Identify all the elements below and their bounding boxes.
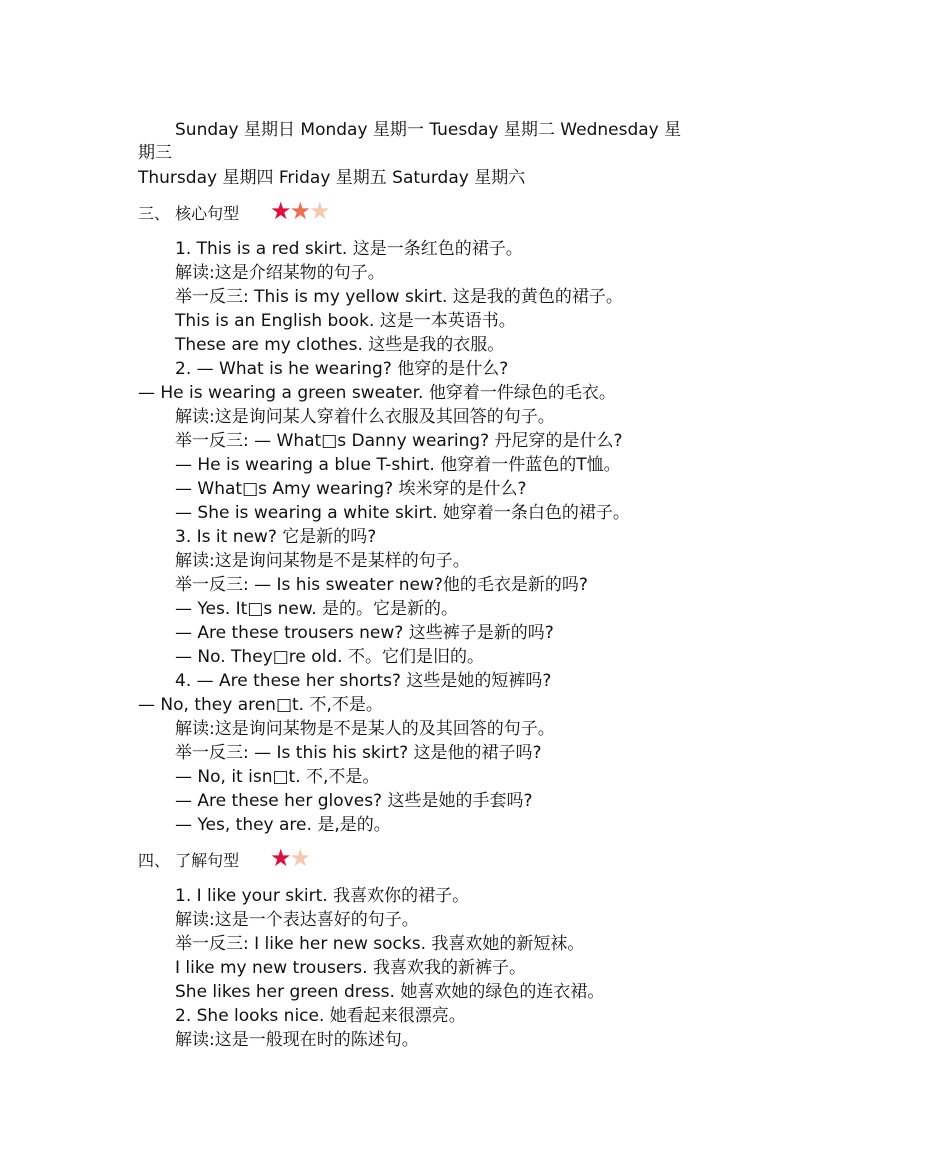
sentence-line: — No, they aren□t. 不,不是。 bbox=[138, 695, 383, 715]
sentence-line: — No. They□re old. 不。它们是旧的。 bbox=[175, 647, 484, 667]
days-line-1: Sunday 星期日 Monday 星期一 Tuesday 星期二 Wednesday 星 bbox=[175, 120, 682, 140]
sentence-line: 2. She looks nice. 她看起来很漂亮。 bbox=[175, 1006, 466, 1026]
sentence-line: 举一反三: — What□s Danny wearing? 丹尼穿的是什么? bbox=[175, 431, 623, 451]
star-half-icon: ★ bbox=[289, 844, 310, 872]
sentence-line: — She is wearing a white skirt. 她穿着一条白色的裙子。 bbox=[175, 503, 630, 523]
sentence-line: 4. — Are these her shorts? 这些是她的短裤吗? bbox=[175, 671, 552, 691]
sentence-line: — He is wearing a blue T-shirt. 他穿着一件蓝色的T恤。 bbox=[175, 455, 621, 475]
sentence-line: 解读:这是询问某物是不是某人的及其回答的句子。 bbox=[175, 719, 555, 739]
sentence-line: 举一反三: I like her new socks. 我喜欢她的新短袜。 bbox=[175, 934, 585, 954]
rating-stars bbox=[270, 846, 309, 870]
star-half-icon: ★ bbox=[309, 197, 329, 225]
sentence-line: 2. — What is he wearing? 他穿的是什么? bbox=[175, 359, 509, 379]
star-icon: ★ bbox=[270, 844, 290, 872]
sentence-line: 举一反三: — Is this his skirt? 这是他的裙子吗? bbox=[175, 743, 542, 763]
star-icon: ★ bbox=[270, 197, 290, 225]
sentence-line: — What□s Amy wearing? 埃米穿的是什么? bbox=[175, 479, 527, 499]
sentence-line: 解读:这是询问某人穿着什么衣服及其回答的句子。 bbox=[175, 407, 555, 427]
sentence-line: 解读:这是询问某物是不是某样的句子。 bbox=[175, 551, 470, 571]
sentence-line: — Are these trousers new? 这些裤子是新的吗? bbox=[175, 623, 554, 643]
days-line-2: Thursday 星期四 Friday 星期五 Saturday 星期六 bbox=[138, 168, 526, 188]
sentence-line: — Yes, they are. 是,是的。 bbox=[175, 815, 391, 835]
star-icon: ★ bbox=[289, 197, 310, 225]
sentence-line: This is an English book. 这是一本英语书。 bbox=[175, 311, 516, 331]
sentence-line: I like my new trousers. 我喜欢我的新裤子。 bbox=[175, 958, 526, 978]
sentence-line: — Yes. It□s new. 是的。它是新的。 bbox=[175, 599, 459, 619]
sentence-line: — Are these her gloves? 这些是她的手套吗? bbox=[175, 791, 533, 811]
sentence-line: 3. Is it new? 它是新的吗? bbox=[175, 527, 377, 547]
sentence-line: 解读:这是一个表达喜好的句子。 bbox=[175, 910, 419, 930]
sentence-line: 举一反三: — Is his sweater new?他的毛衣是新的吗? bbox=[175, 575, 588, 595]
sentence-line: 1. I like your skirt. 我喜欢你的裙子。 bbox=[175, 886, 470, 906]
sentence-line: — He is wearing a green sweater. 他穿着一件绿色的毛衣。 bbox=[138, 383, 616, 403]
section-4-heading: 四、 了解句型 bbox=[138, 851, 240, 870]
sentence-line: These are my clothes. 这些是我的衣服。 bbox=[175, 335, 505, 355]
sentence-line: 1. This is a red skirt. 这是一条红色的裙子。 bbox=[175, 239, 523, 259]
sentence-line: — No, it isn□t. 不,不是。 bbox=[175, 767, 380, 787]
sentence-line: She likes her green dress. 她喜欢她的绿色的连衣裙。 bbox=[175, 982, 605, 1002]
section-3-heading: 三、 核心句型 bbox=[138, 204, 240, 223]
sentence-line: 解读:这是介绍某物的句子。 bbox=[175, 263, 385, 283]
sentence-line: 解读:这是一般现在时的陈述句。 bbox=[175, 1030, 419, 1050]
rating-stars bbox=[270, 199, 329, 223]
days-line-1-wrap: 期三 bbox=[138, 143, 172, 163]
sentence-line: 举一反三: This is my yellow skirt. 这是我的黄色的裙子。 bbox=[175, 287, 623, 307]
